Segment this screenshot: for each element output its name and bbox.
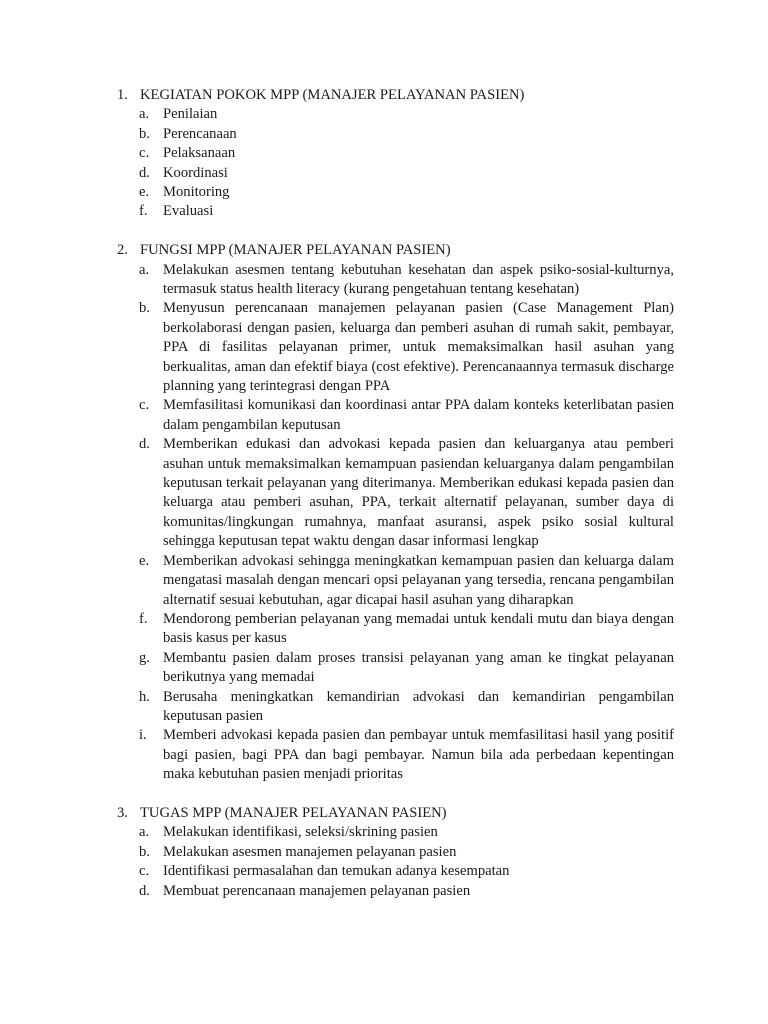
list-item	[0, 396, 768, 435]
item-text: Penilaian	[163, 106, 218, 123]
item-letter: d.	[139, 164, 150, 181]
item-letter: g.	[139, 649, 150, 666]
section-fungsi	[0, 241, 768, 784]
list-item	[0, 125, 768, 144]
list-item	[0, 144, 768, 163]
item-letter: d.	[139, 436, 150, 453]
item-text: Membantu pasien dalam proses transisi pelayanan yang aman ke tingkat pelayanan berikutnya yang memadai	[163, 649, 674, 686]
item-letter: c.	[139, 397, 150, 414]
item-letter: f.	[139, 610, 148, 627]
list-item	[0, 299, 768, 396]
list-item	[0, 688, 768, 727]
item-text: Identifikasi permasalahan dan temukan adanya kesempatan	[163, 863, 510, 880]
section-title: TUGAS MPP (MANAJER PELAYANAN PASIEN)	[140, 804, 447, 821]
section-number: 2.	[117, 242, 128, 259]
list-item	[0, 552, 768, 610]
item-letter: f.	[139, 203, 148, 220]
item-letter: i.	[139, 727, 147, 744]
list-item	[0, 882, 768, 901]
item-text: Monitoring	[163, 184, 230, 201]
item-letter: b.	[139, 300, 150, 317]
item-letter: e.	[139, 184, 150, 201]
item-letter: d.	[139, 882, 150, 899]
section-heading	[0, 86, 768, 105]
item-text: Pelaksanaan	[163, 145, 236, 162]
item-letter: a.	[139, 261, 150, 278]
list-item	[0, 435, 768, 551]
item-text: Memberikan edukasi dan advokasi kepada pasien dan keluarganya atau pemberi asuhan untuk memaksimalkan kemampuan pasiendan keluarganya dalam pengambilan keputusan terkait pelayanan yang diterimanya. Memberikan edukasi kepada pasien dan keluarga atau pemberi asuhan, PPA, terkait alternatif pelayanan, sumber daya di komunitas/lingkungan rumahnya, manfaat asuransi, aspek psiko sosial kultural sehingga keputusan tepat waktu dengan dasar informasi lengkap	[163, 436, 674, 550]
list-item	[0, 183, 768, 202]
list-item	[0, 862, 768, 881]
list-item	[0, 843, 768, 862]
list-item	[0, 610, 768, 649]
section-kegiatan-pokok	[0, 86, 768, 222]
item-text: Koordinasi	[163, 164, 228, 181]
item-letter: b.	[139, 843, 150, 860]
section-title: KEGIATAN POKOK MPP (MANAJER PELAYANAN PASIEN)	[140, 87, 525, 103]
item-text: Menyusun perencanaan manajemen pelayanan pasien (Case Management Plan) berkolaborasi dengan pasien, keluarga dan pemberi asuhan di rumah sakit, pembayar, PPA di fasilitas pelayanan primer, untuk memaksimalkan hasil asuhan yang berkualitas, aman dan efektif biaya (cost efektive). Perencanaannya termasuk discharge planning yang terintegrasi dengan PPA	[163, 300, 674, 395]
item-text: Memberi advokasi kepada pasien dan pembayar untuk memfasilitasi hasil yang positif bagi pasien, bagi PPA dan bagi pembayar. Namun bila ada perbedaan kepentingan maka kebutuhan pasien menjadi prioritas	[163, 727, 674, 783]
item-text: Perencanaan	[163, 125, 237, 142]
item-letter: c.	[139, 145, 150, 162]
item-text: Memfasilitasi komunikasi dan koordinasi antar PPA dalam konteks keterlibatan pasien dalam pengambilan keputusan	[163, 397, 674, 433]
list-item	[0, 202, 768, 221]
list-item	[0, 823, 768, 842]
item-text: Membuat perencanaan manajemen pelayanan pasien	[163, 882, 471, 899]
section-title: FUNGSI MPP (MANAJER PELAYANAN PASIEN)	[140, 242, 451, 259]
section-tugas	[0, 804, 768, 901]
item-letter: a.	[139, 106, 150, 123]
item-text: Berusaha meningkatkan kemandirian advokasi dan kemandirian pengambilan keputusan pasien	[163, 688, 674, 724]
item-text: Evaluasi	[163, 203, 214, 220]
item-letter: c.	[139, 863, 150, 880]
item-text: Melakukan asesmen tentang kebutuhan kesehatan dan aspek psiko-sosial-kulturnya, termasuk status health literacy (kurang pengetahuan tentang kesehatan)	[163, 261, 674, 298]
section-heading	[0, 804, 768, 823]
document-body	[0, 86, 768, 920]
item-letter: a.	[139, 824, 150, 841]
list-item	[0, 105, 768, 124]
item-text: Melakukan identifikasi, seleksi/skrining pasien	[163, 824, 438, 841]
list-item	[0, 261, 768, 300]
item-letter: e.	[139, 552, 150, 569]
list-item	[0, 164, 768, 183]
item-text: Memberikan advokasi sehingga meningkatkan kemampuan pasien dan keluarga dalam mengatasi masalah dengan mencari opsi pelayanan yang tersedia, rencana pengambilan alternatif sesuai kebutuhan, agar dicapai hasil asuhan yang diharapkan	[163, 552, 674, 608]
section-number: 1.	[117, 87, 128, 103]
item-text: Mendorong pemberian pelayanan yang memadai untuk kendali mutu dan biaya dengan basis kasus per kasus	[163, 610, 674, 647]
section-number: 3.	[117, 804, 128, 821]
list-item	[0, 726, 768, 784]
section-heading	[0, 241, 768, 260]
item-letter: h.	[139, 688, 150, 705]
list-item	[0, 649, 768, 688]
item-letter: b.	[139, 125, 150, 142]
item-text: Melakukan asesmen manajemen pelayanan pasien	[163, 843, 457, 860]
